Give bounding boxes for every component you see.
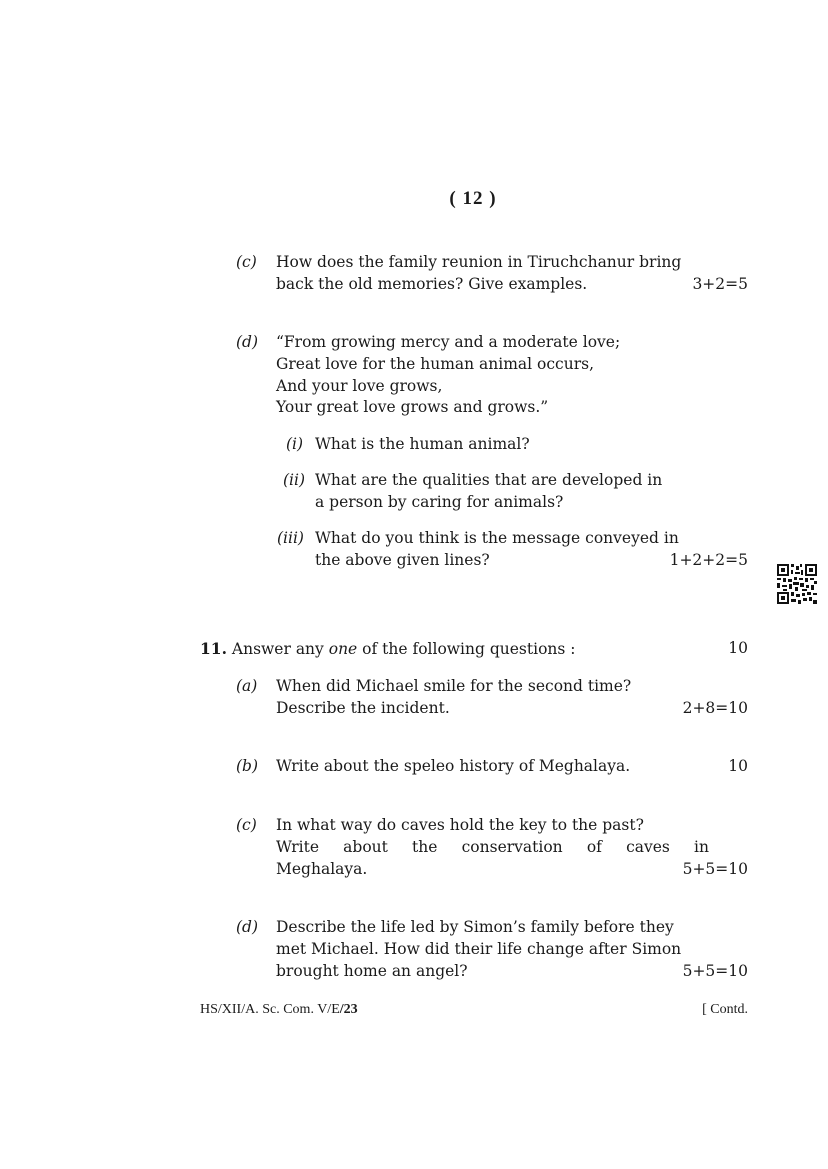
- q11d-marks: 5+5=10: [682, 961, 748, 980]
- sub-i-line1: What is the human animal?: [315, 435, 530, 453]
- q11a-marks: 2+8=10: [682, 698, 748, 717]
- q11-intro-pre: Answer any: [231, 640, 324, 658]
- sub-ii-label: (ii): [283, 471, 306, 489]
- q11d-line3: brought home an angel?: [276, 961, 468, 980]
- q11d-line2: met Michael. How did their life change after Simon: [276, 939, 682, 958]
- q11a-line1: When did Michael smile for the second time?: [276, 677, 632, 695]
- q11c-text: [276, 815, 748, 880]
- q10d-label: (d): [236, 333, 259, 351]
- footer-code-bold: /23: [339, 1002, 358, 1017]
- q11a-text: [276, 676, 748, 720]
- q11c-line2: Write about the conservation of caves in: [276, 837, 709, 856]
- page-number: ( 12 ): [449, 188, 497, 209]
- q11c-line1: In what way do caves hold the key to the past?: [276, 816, 644, 834]
- sub-iii-line1: What do you think is the message conveyed in: [315, 529, 679, 547]
- sub-ii-line2: a person by caring for animals?: [315, 492, 564, 511]
- q10c-label: (c): [236, 253, 257, 271]
- q11d-text: [276, 917, 748, 982]
- q11c-label: (c): [236, 816, 257, 834]
- sub-ii-text: [315, 470, 709, 514]
- q11-header: [200, 638, 748, 661]
- sub-i-label: (i): [286, 435, 304, 453]
- sub-iii-line2: the above given lines?: [315, 550, 490, 569]
- poem-line-2: Great love for the human animal occurs,: [276, 354, 595, 373]
- q11-intro-post: of the following questions :: [362, 640, 576, 658]
- q11d-line1: Describe the life led by Simon’s family before they: [276, 918, 674, 936]
- sub-ii-line1: What are the qualities that are developed in: [315, 471, 663, 489]
- q11c-marks: 5+5=10: [682, 859, 748, 878]
- q10d-poem: [276, 332, 748, 419]
- q11c-line3: Meghalaya.: [276, 859, 368, 878]
- q11b-label: (b): [236, 757, 259, 775]
- poem-line-3: And your love grows,: [276, 376, 443, 395]
- q10c-line2: back the old memories? Give examples.: [276, 274, 588, 293]
- q11d-label: (d): [236, 918, 259, 936]
- q11a-label: (a): [236, 677, 258, 695]
- sub-iii-text: [315, 528, 748, 572]
- poem-line-1: “From growing mercy and a moderate love;: [276, 333, 621, 351]
- q11a-line2: Describe the incident.: [276, 698, 450, 717]
- poem-line-4: Your great love grows and grows.”: [276, 398, 549, 417]
- q10c-marks: 3+2=5: [692, 274, 748, 293]
- q11b-line1: Write about the speleo history of Meghalaya.: [276, 757, 631, 775]
- q11-number: 11.: [200, 639, 227, 658]
- q11b-text: [276, 756, 748, 778]
- footer-contd: [ Contd.: [702, 1002, 748, 1017]
- footer-code: [200, 1002, 358, 1018]
- q11-marks: 10: [728, 639, 748, 657]
- sub-iii-label: (iii): [277, 529, 304, 547]
- q11b-marks: 10: [728, 757, 748, 775]
- footer-code-main: HS/XII/A. Sc. Com. V/E: [200, 1002, 340, 1017]
- q10c-text: [276, 252, 748, 296]
- sub-i-text: [315, 434, 709, 456]
- q10c-line1: How does the family reunion in Tiruchchanur bring: [276, 253, 682, 271]
- qr-code-icon: [777, 564, 817, 604]
- q11-intro-em: one: [328, 640, 358, 658]
- q10d-marks: 1+2+2=5: [669, 550, 748, 569]
